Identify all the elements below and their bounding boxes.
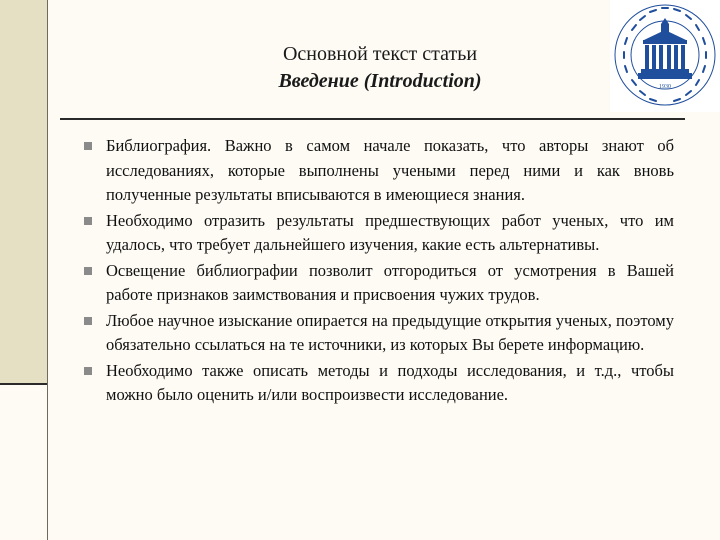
svg-text:1930: 1930 (659, 84, 671, 90)
list-item-text: Любое научное изыскание опирается на предыдущие открытия ученых, поэтому обязательно ссылаться на те источники, из которых Вы берете информацию. (106, 310, 674, 354)
list-item (84, 359, 674, 408)
list-item-text: Необходимо также описать методы и подходы исследования, и т.д., чтобы можно было оценить и/или воспроизвести исследование. (106, 360, 674, 404)
slide-title: Основной текст статьи (282, 43, 478, 65)
square-bullet-icon (84, 367, 92, 375)
list-item (84, 134, 674, 208)
slide-subtitle: Введение (Introduction) (278, 70, 482, 92)
square-bullet-icon (84, 142, 92, 150)
square-bullet-icon (84, 217, 92, 225)
vertical-rule (47, 0, 48, 540)
bullet-list (84, 134, 674, 409)
list-item-text: Освещение библиографии позволит отгородиться от усмотрения в Вашей работе признаков заимствования и присвоения чужих трудов. (106, 260, 674, 304)
left-accent-band (0, 0, 47, 383)
square-bullet-icon (84, 317, 92, 325)
slide-header (210, 40, 550, 94)
list-item (84, 309, 674, 358)
title-divider (60, 118, 685, 120)
university-logo (610, 0, 720, 112)
list-item-text: Библиография. Важно в самом начале показать, что авторы знают об исследованиях, которые выполнены учеными перед ними и как вновь полученные результаты вписываются в имеющиеся знания. (106, 136, 674, 204)
band-divider (0, 383, 47, 385)
list-item-text: Необходимо отразить результаты предшествующих работ ученых, что им удалось, что требует дальнейшего изучения, какие есть альтернативы. (106, 210, 674, 254)
square-bullet-icon (84, 267, 92, 275)
university-seal-icon (610, 0, 720, 112)
list-item (84, 259, 674, 308)
list-item (84, 209, 674, 258)
